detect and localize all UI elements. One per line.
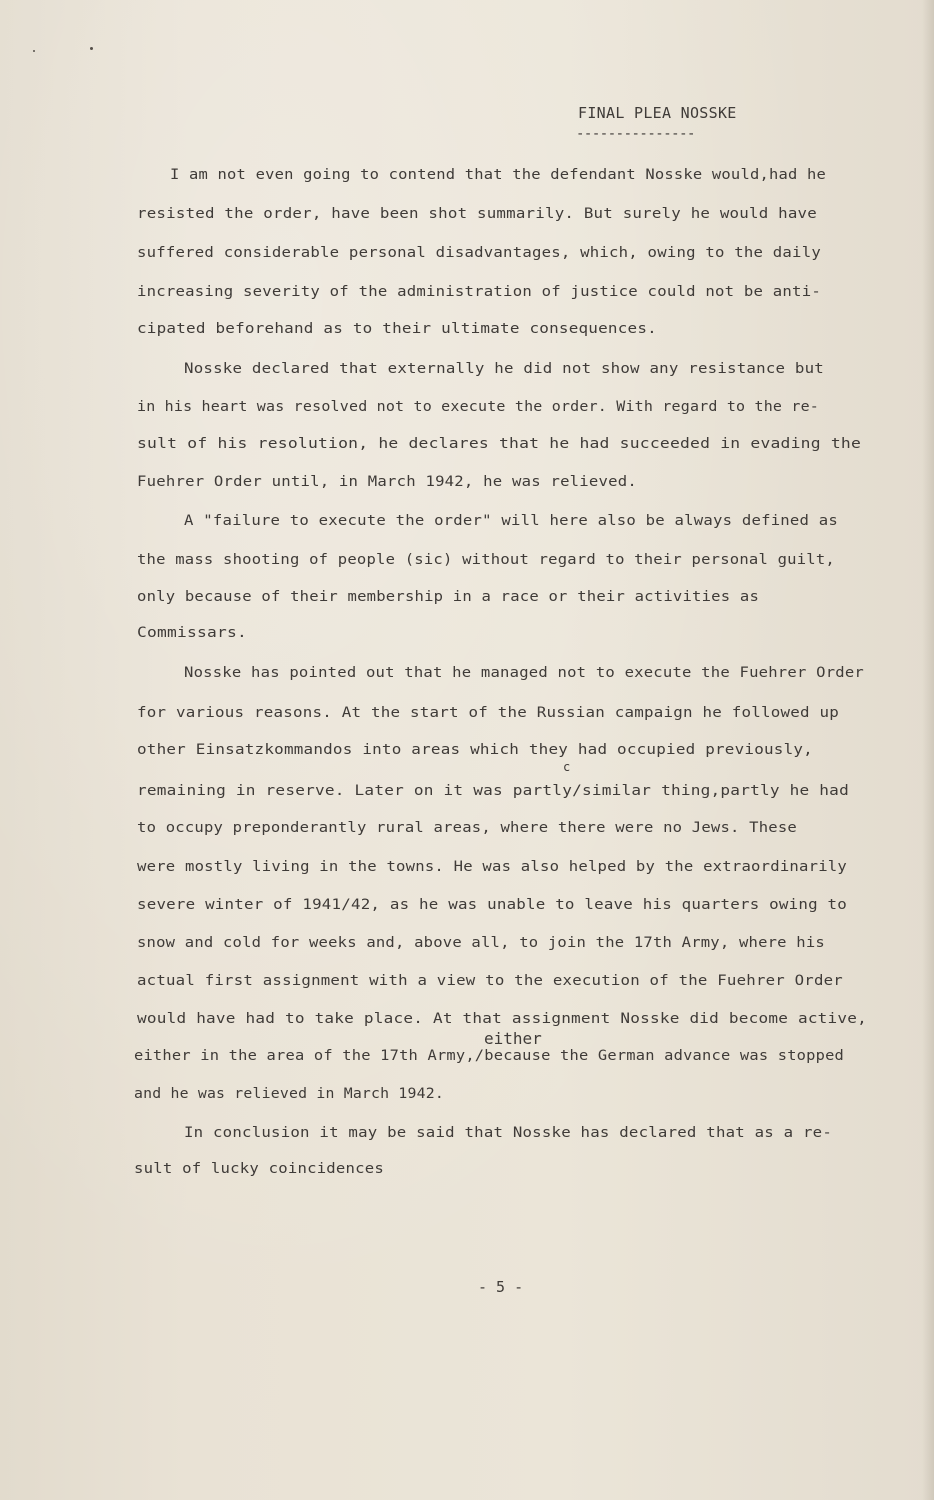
text-line: the mass shooting of people (sic) without regard to their personal guilt, (137, 551, 835, 568)
text-line: severe winter of 1941/42, as he was unable to leave his quarters owing to (137, 896, 847, 913)
text-line: Fuehrer Order until, in March 1942, he was relieved. (137, 473, 637, 490)
text-line: Commissars. (137, 624, 248, 641)
text-line: and he was relieved in March 1942. (134, 1085, 444, 1102)
text-line: would have had to take place. At that assignment Nosske did become active, (137, 1010, 868, 1027)
handwritten-insertion: c (563, 760, 571, 774)
text-line: remaining in reserve. Later on it was partly/similar thing,partly he had (137, 782, 849, 799)
text-line: sult of his resolution, he declares that he had succeeded in evading the (137, 435, 862, 452)
text-line: In conclusion it may be said that Nosske has declared that as a re- (184, 1124, 833, 1141)
text-line: resisted the order, have been shot summarily. But surely he would have (137, 205, 817, 222)
text-line: Nosske has pointed out that he managed not to execute the Fuehrer Order (184, 664, 865, 681)
ink-speck (33, 50, 35, 52)
text-line: sult of lucky coincidences (134, 1160, 384, 1177)
text-line: to occupy preponderantly rural areas, where there were no Jews. These (137, 819, 797, 836)
page-edge-shadow (922, 0, 934, 1500)
title-underline: --------------- (576, 126, 695, 142)
ink-speck (90, 47, 93, 50)
text-line: were mostly living in the towns. He was also helped by the extraordinarily (137, 858, 848, 875)
text-line: snow and cold for weeks and, above all, to join the 17th Army, where his (137, 934, 825, 951)
text-line: I am not even going to contend that the defendant Nosske would,had he (170, 166, 827, 183)
text-line: either in the area of the 17th Army,/because the German advance was stopped (134, 1047, 845, 1064)
text-line: cipated beforehand as to their ultimate consequences. (137, 320, 658, 337)
text-line: for various reasons. At the start of the Russian campaign he followed up (137, 704, 840, 721)
typed-insertion: either (484, 1029, 542, 1048)
text-line: actual first assignment with a view to the execution of the Fuehrer Order (137, 972, 843, 989)
text-line: Nosske declared that externally he did not show any resistance but (184, 360, 825, 377)
text-line: suffered considerable personal disadvantages, which, owing to the daily (137, 244, 821, 261)
text-line: A "failure to execute the order" will here also be always defined as (184, 512, 839, 529)
text-line: other Einsatzkommandos into areas which they had occupied previously, (137, 741, 813, 758)
text-line: in his heart was resolved not to execute the order. With regard to the re- (137, 398, 820, 415)
text-line: increasing severity of the administration of justice could not be anti- (137, 283, 821, 300)
page-number: - 5 - (478, 1278, 524, 1296)
text-line: only because of their membership in a race or their activities as (137, 588, 760, 605)
page-title: FINAL PLEA NOSSKE (578, 104, 737, 122)
